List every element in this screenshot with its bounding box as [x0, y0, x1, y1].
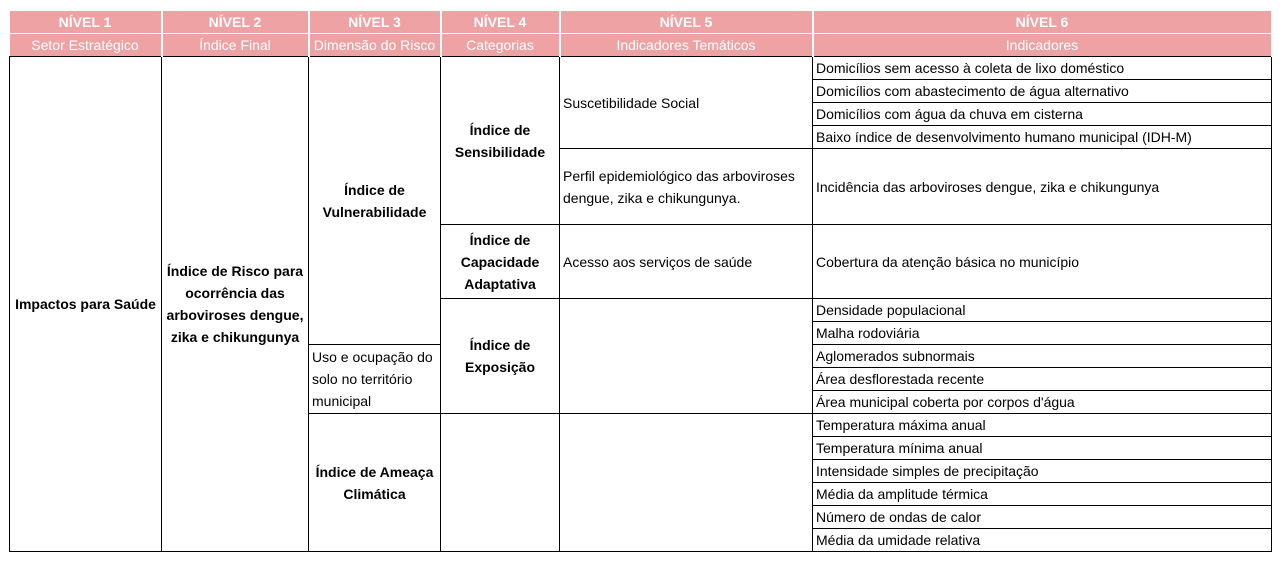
nivel4-empty [441, 414, 560, 552]
nivel5-empty [560, 414, 813, 552]
header-subtitle-4: Categorias [441, 34, 560, 57]
nivel5-acesso: Acesso aos serviços de saúde [560, 225, 813, 299]
nivel5-malha: Malha rodoviária [813, 322, 1272, 345]
indicator-cell: Cobertura da atenção básica no município [813, 225, 1272, 299]
indicator-cell: Aglomerados subnormais [813, 345, 1272, 368]
indicator-cell: Domicílios com água da chuva em cisterna [813, 103, 1272, 126]
risk-index-table [9, 11, 1272, 552]
indicator-cell: Temperatura máxima anual [813, 414, 1272, 437]
header-level-3: NÍVEL 3 [309, 11, 441, 34]
header-subtitles-row [10, 34, 1272, 57]
indicator-cell: Incidência das arboviroses dengue, zika e chikungunya [813, 149, 1272, 225]
indicator-cell: Baixo índice de desenvolvimento humano municipal (IDH-M) [813, 126, 1272, 149]
indicator-cell: Temperatura mínima anual [813, 437, 1272, 460]
nivel3-vulnerabilidade: Índice de Vulnerabilidade [309, 57, 441, 345]
header-level-6: NÍVEL 6 [813, 11, 1272, 34]
indicator-cell: Média da amplitude térmica [813, 483, 1272, 506]
table-row [10, 57, 1272, 80]
nivel3-exposicao: Índice de Exposição [441, 299, 560, 414]
nivel3-ameaca: Índice de Ameaça Climática [309, 414, 441, 552]
nivel5-uso: Uso e ocupação do solo no território municipal [309, 345, 441, 414]
header-level-2: NÍVEL 2 [162, 11, 309, 34]
indicator-cell: Domicílios sem acesso à coleta de lixo doméstico [813, 57, 1272, 80]
nivel5-perfil: Perfil epidemiológico das arboviroses dengue, zika e chikungunya. [560, 149, 813, 225]
indicator-cell: Número de ondas de calor [813, 506, 1272, 529]
header-levels-row [10, 11, 1272, 34]
indicator-cell: Área desflorestada recente [813, 368, 1272, 391]
nivel5-suscetibilidade: Suscetibilidade Social [560, 57, 813, 149]
header-subtitle-3: Dimensão do Risco [309, 34, 441, 57]
nivel4-capacidade: Índice de Capacidade Adaptativa [441, 225, 560, 299]
nivel4-empty [560, 299, 813, 414]
header-level-4: NÍVEL 4 [441, 11, 560, 34]
indicator-cell: Média da umidade relativa [813, 529, 1272, 552]
indicator-cell: Domicílios com abastecimento de água alternativo [813, 80, 1272, 103]
indicator-cell: Intensidade simples de precipitação [813, 460, 1272, 483]
header-subtitle-6: Indicadores [813, 34, 1272, 57]
nivel4-sensibilidade: Índice de Sensibilidade [441, 57, 560, 225]
nivel5-densidade: Densidade populacional [813, 299, 1272, 322]
nivel1-sector: Impactos para Saúde [10, 57, 162, 552]
indicator-cell: Área municipal coberta por corpos d'água [813, 391, 1272, 414]
header-level-5: NÍVEL 5 [560, 11, 813, 34]
header-subtitle-2: Índice Final [162, 34, 309, 57]
header-subtitle-5: Indicadores Temáticos [560, 34, 813, 57]
header-level-1: NÍVEL 1 [10, 11, 162, 34]
header-subtitle-1: Setor Estratégico [10, 34, 162, 57]
nivel2-final-index: Índice de Risco para ocorrência das arboviroses dengue, zika e chikungunya [162, 57, 309, 552]
